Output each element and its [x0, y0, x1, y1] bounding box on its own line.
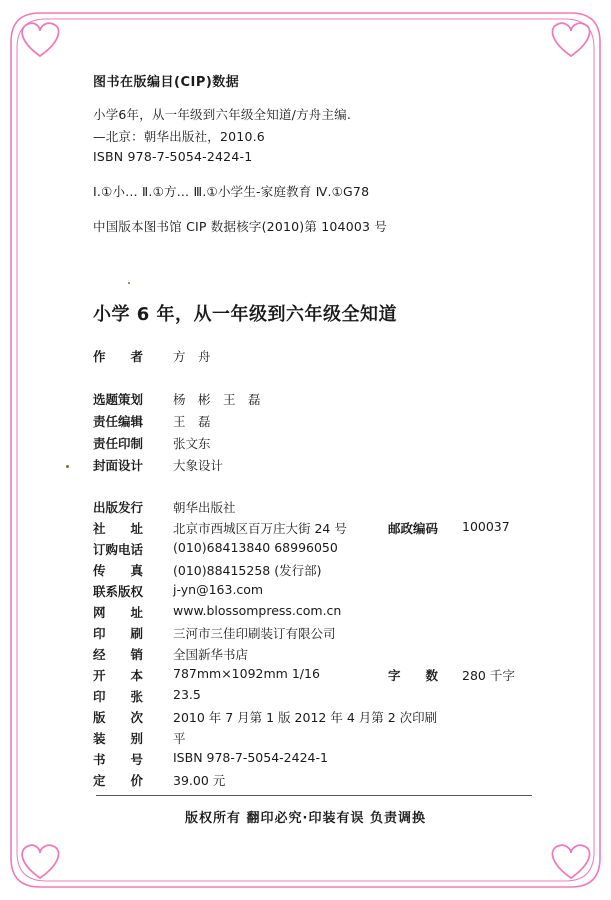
credit-label: 封面设计 [93, 458, 144, 473]
credit-value: 杨 彬 王 磊 [173, 392, 261, 407]
pub-label: 网 址 [93, 605, 144, 620]
pub-row-address [93, 519, 510, 537]
pub-row-sheets [93, 687, 201, 705]
pub-value: j-yn@163.com [173, 582, 264, 597]
pub-label: 印 刷 [93, 626, 144, 641]
print-speck [66, 465, 69, 468]
heart-icon-top-left [22, 23, 58, 56]
cip-line-publisher: —北京：朝华出版社，2010.6 [93, 129, 265, 144]
pub-value: ISBN 978-7-5054-2424-1 [173, 750, 328, 765]
book-title: 小学 6 年，从一年级到六年级全知道 [93, 304, 398, 325]
pub-value: (010)68413840 68996050 [173, 540, 338, 555]
pub-label: 出版发行 [93, 500, 144, 515]
pub-row-book-number [93, 750, 328, 768]
credit-row-print-manager [93, 434, 211, 452]
cip-line-catalog-number: 中国版本图书馆 CIP 数据核字(2010)第 104003 号 [93, 219, 388, 234]
pub-value: 39.00 元 [173, 773, 226, 788]
pub-label: 传 真 [93, 563, 144, 578]
pub-row-order-phone [93, 540, 338, 558]
pub-value: 平 [173, 731, 186, 746]
pub-value: (010)88415258 (发行部) [173, 563, 322, 578]
pub-label: 经 销 [93, 647, 144, 662]
heart-icon-bottom-left [22, 845, 58, 878]
pub-value: 全国新华书店 [173, 647, 249, 662]
pub-label: 订购电话 [93, 542, 144, 557]
credit-value: 王 磊 [173, 414, 211, 429]
credit-label: 选题策划 [93, 392, 144, 407]
pub-label: 开 本 [93, 668, 144, 683]
pub-row-edition [93, 708, 437, 726]
divider [96, 795, 532, 796]
pub-value: 朝华出版社 [173, 500, 236, 515]
pub-row-binding [93, 729, 186, 747]
pub-value: 北京市西城区百万庄大街 24 号 [173, 521, 347, 536]
pub-label: 定 价 [93, 773, 144, 788]
rights-notice: 版权所有 翻印必究·印装有误 负责调换 [185, 811, 426, 826]
pub-row-printer [93, 624, 336, 642]
credit-label: 作 者 [93, 349, 144, 364]
pub-value: 787mm×1092mm 1/16 [173, 666, 320, 681]
pub-label: 装 别 [93, 731, 144, 746]
cip-line-title: 小学6年，从一年级到六年级全知道/方舟主编. [93, 107, 352, 122]
pub-row-publisher [93, 498, 236, 516]
cip-header: 图书在版编目(CIP)数据 [93, 75, 240, 90]
credit-value: 大象设计 [173, 458, 224, 473]
pub-row-website [93, 603, 341, 621]
credit-label: 责任编辑 [93, 414, 144, 429]
pub-row-distributor [93, 645, 248, 663]
cip-line-classification: Ⅰ.①小… Ⅱ.①方… Ⅲ.①小学生-家庭教育 Ⅳ.①G78 [93, 184, 370, 199]
pub-value-word-count: 280 千字 [462, 668, 515, 683]
credit-row-planning [93, 390, 261, 408]
pub-value: www.blossompress.com.cn [173, 603, 342, 618]
heart-icon-bottom-right [552, 845, 589, 878]
pub-row-format [93, 666, 515, 684]
credit-row-editor [93, 412, 211, 430]
credit-value: 张文东 [173, 436, 211, 451]
pub-label-word-count: 字 数 [388, 668, 439, 683]
pub-label: 版 次 [93, 710, 144, 725]
pub-value: 三河市三佳印刷装订有限公司 [173, 626, 336, 641]
pub-label: 联系版权 [93, 584, 144, 599]
cip-line-isbn: ISBN 978-7-5054-2424-1 [93, 149, 253, 164]
pub-value-postcode: 100037 [462, 519, 510, 534]
credit-value: 方 舟 [173, 349, 211, 364]
pub-label: 社 址 [93, 521, 144, 536]
pub-row-price [93, 771, 225, 789]
credit-row-cover-design [93, 456, 223, 474]
pub-label: 印 张 [93, 689, 144, 704]
pub-value: 23.5 [173, 687, 201, 702]
credit-label: 责任印制 [93, 436, 144, 451]
print-speck [128, 282, 130, 284]
credit-row-author [93, 347, 211, 365]
pub-row-copyright-contact [93, 582, 263, 600]
heart-icon-top-right [552, 23, 589, 56]
pub-label: 书 号 [93, 752, 144, 767]
pub-value: 2010 年 7 月第 1 版 2012 年 4 月第 2 次印刷 [173, 710, 438, 725]
pub-label-postcode: 邮政编码 [388, 521, 439, 536]
pub-row-fax [93, 561, 321, 579]
